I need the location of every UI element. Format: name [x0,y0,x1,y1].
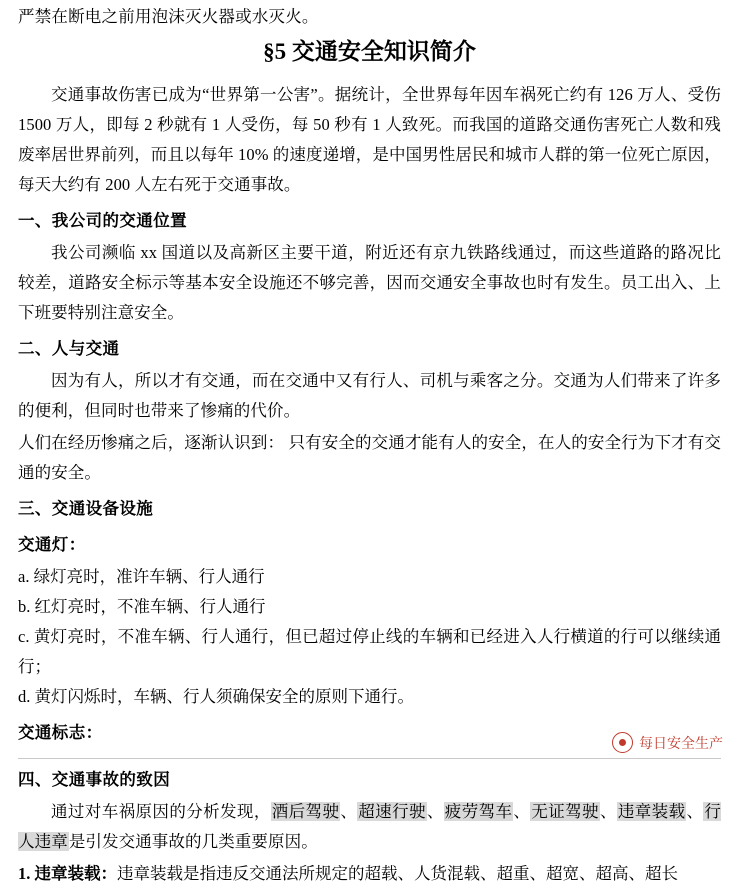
section-1-paragraph: 我公司濒临 xx 国道以及高新区主要干道，附近还有京九铁路线通过，而这些道路的路况比较差，道路安全标示等基本安全设施还不够完善，因而交通安全事故也时有发生。员工出入、上下班要特别注意安全。 [18,243,721,322]
list-item: a. 绿灯亮时，准许车辆、行人通行 [18,567,265,586]
causes-paragraph [18,797,721,857]
circle-dot-icon [612,732,633,753]
cause-separator: 、 [340,802,358,821]
section-heading-3: 三、交通设备设施 [18,499,154,518]
cause-separator: 、 [599,802,617,821]
list-item: c. 黄灯亮时，不准车辆、行人通行，但已超过停止线的车辆和已经进入人行横道的行可以继续通行； [18,627,721,676]
cause-term: 违章装载 [617,802,686,821]
cause-term: 行人违章 [18,802,721,851]
section-divider [18,758,721,759]
section-2-paragraph-2: 人们在经历惨痛之后，逐渐认识到： 只有安全的交通才能有人的安全，在人的安全行为下才有交通的安全。 [18,433,721,482]
page-title: §5 交通安全知识简介 [263,39,476,64]
cause-term: 疲劳驾车 [444,802,513,821]
causes-suffix: 是引发交通事故的几类重要原因。 [68,832,318,851]
cause-separator: 、 [513,802,531,821]
numbered-item-1 [18,859,721,889]
causes-prefix: 通过对车祸原因的分析发现， [51,802,271,821]
traffic-sign-subheading: 交通标志： [18,723,103,742]
watermark-label: 每日安全生产 [639,734,723,751]
section-2-paragraph-1: 因为有人，所以才有交通，而在交通中又有行人、司机与乘客之分。交通为人们带来了许多的便利，但同时也带来了惨痛的代价。 [18,371,721,420]
section-heading-4: 四、交通事故的致因 [18,770,171,789]
list-item: d. 黄灯闪烁时，车辆、行人须确保安全的原则下通行。 [18,687,414,706]
cause-term: 酒后驾驶 [271,802,340,821]
section-heading-1: 一、我公司的交通位置 [18,211,187,230]
cause-separator: 、 [426,802,444,821]
cause-term: 超速行驶 [358,802,426,821]
list-item: b. 红灯亮时，不准车辆、行人通行 [18,597,266,616]
section-heading-2: 二、人与交通 [18,339,120,358]
watermark [612,732,723,753]
top-carryover-line: 严禁在断电之前用泡沫灭火器或水灭火。 [18,7,319,26]
cause-term: 无证驾驶 [531,802,599,821]
numbered-item-text: 违章装载是指违反交通法所规定的超载、人货混载、超重、超宽、超高、超长 [117,864,678,883]
cause-separator: 、 [686,802,704,821]
traffic-light-subheading: 交通灯： [18,535,86,554]
numbered-item-label: 1. 违章装载： [18,864,117,883]
intro-paragraph: 交通事故伤害已成为“世界第一公害”。据统计，全世界每年因车祸死亡约有 126 万人、受伤 1500 万人，即每 2 秒就有 1 人受伤，每 50 秒有 1 人致死。而我国的道路交通伤害死亡人数和残废率居世界前列，而且以每年 10% 的速度递增，是中国男性居民和城市人群的第一位死亡原因，每天大约有 200 人左右死于交通事故。 [18,85,721,194]
